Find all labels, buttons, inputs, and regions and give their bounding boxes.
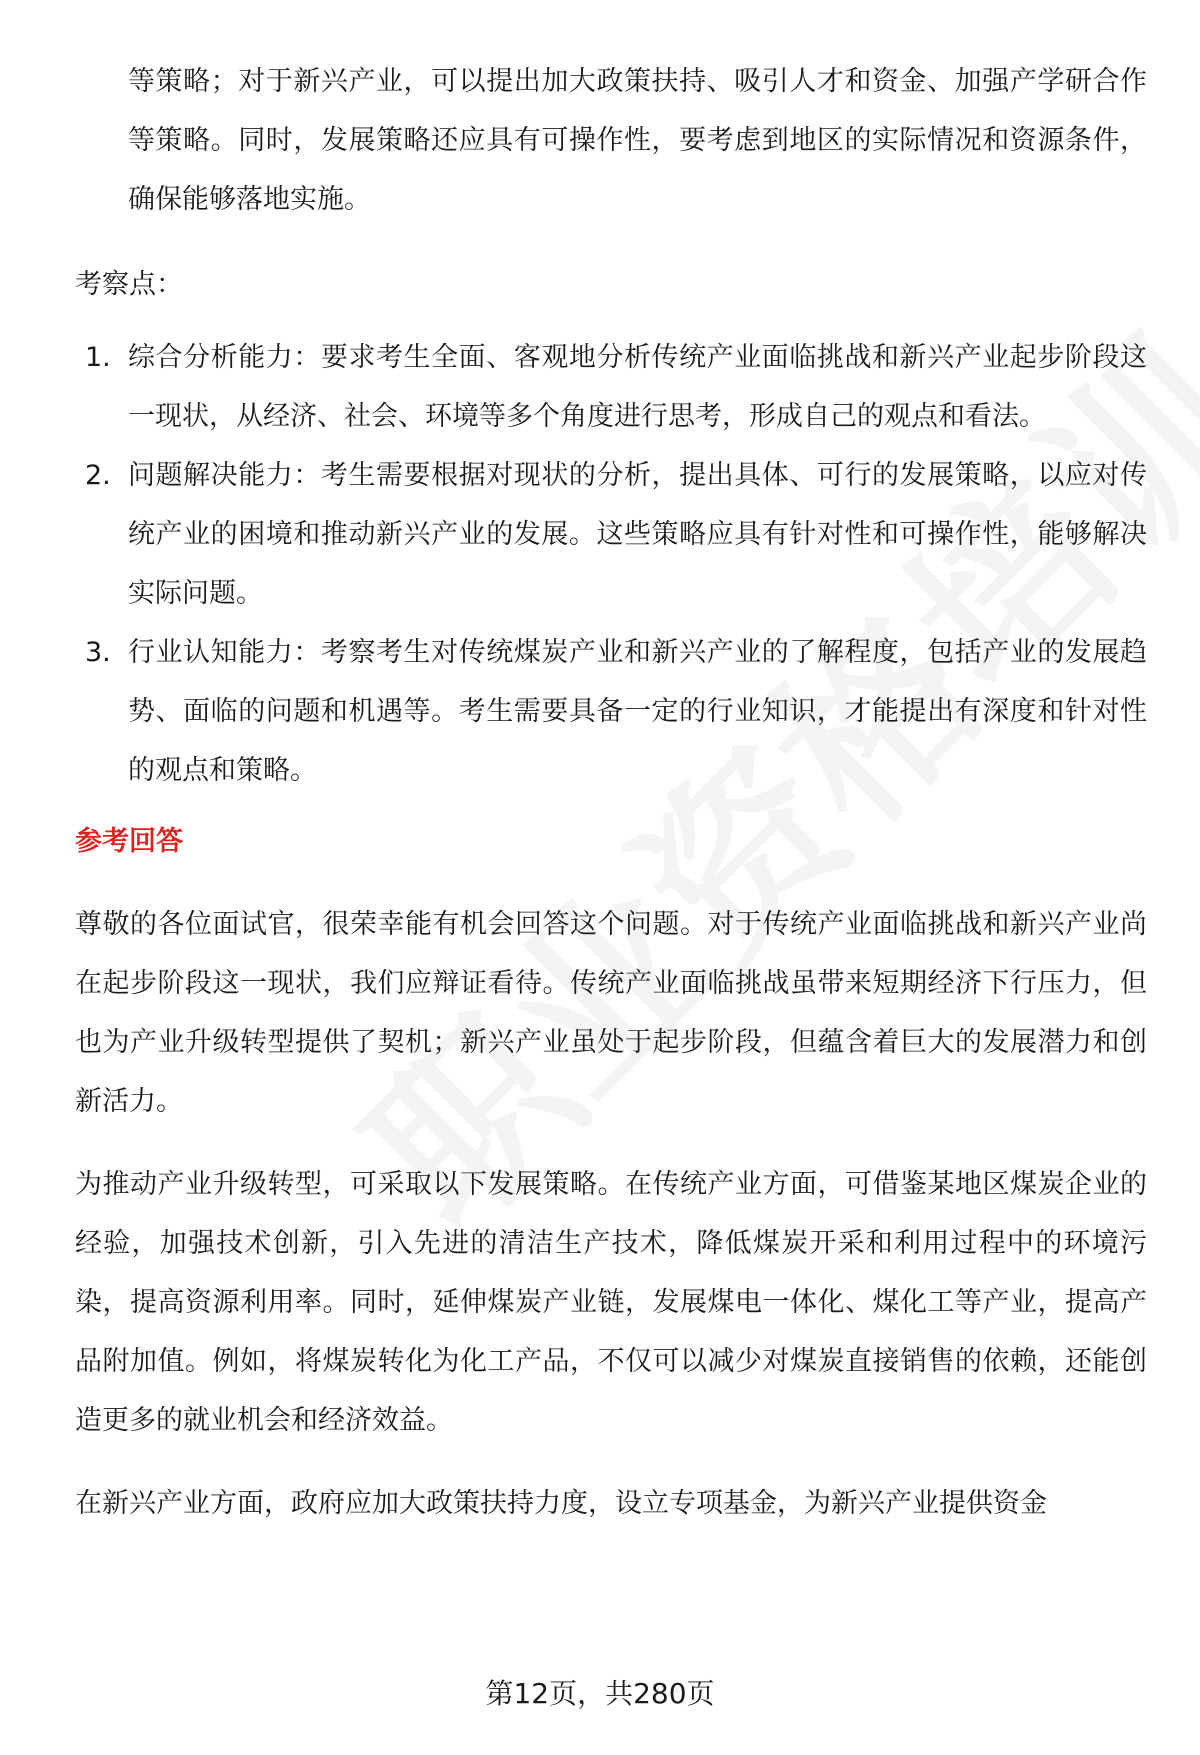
list-item-text: 综合分析能力：要求考生全面、客观地分析传统产业面临挑战和新兴产业起步阶段这一现状，从经济、社会、环境等多个角度进行思考，形成自己的观点和看法。 xyxy=(128,342,1147,432)
list-item-text: 问题解决能力：考生需要根据对现状的分析，提出具体、可行的发展策略，以应对传统产业的困境和推动新兴产业的发展。这些策略应具有针对性和可操作性，能够解决实际问题。 xyxy=(128,460,1147,609)
intro-continuation: 等策略；对于新兴产业，可以提出加大政策扶持、吸引人才和资金、加强产学研合作等策略。同时，发展策略还应具有可操作性，要考虑到地区的实际情况和资源条件，确保能够落地实施。 xyxy=(128,66,1147,215)
document-content xyxy=(75,52,1147,1533)
exam-points-label: 考察点： xyxy=(75,269,183,300)
answer-paragraph-1: 尊敬的各位面试官，很荣幸能有机会回答这个问题。对于传统产业面临挑战和新兴产业尚在起步阶段这一现状，我们应辩证看待。传统产业面临挑战虽带来短期经济下行压力，但也为产业升级转型提供了契机；新兴产业虽处于起步阶段，但蕴含着巨大的发展潜力和创新活力。 xyxy=(75,909,1147,1117)
list-item-number: 1. xyxy=(85,342,111,373)
page-number-footer: 第12页，共280页 xyxy=(485,1677,715,1710)
exam-points-list xyxy=(75,328,1147,800)
answer-paragraph-2: 为推动产业升级转型，可采取以下发展策略。在传统产业方面，可借鉴某地区煤炭企业的经验，加强技术创新，引入先进的清洁生产技术，降低煤炭开采和利用过程中的环境污染，提高资源利用率。同时，延伸煤炭产业链，发展煤电一体化、煤化工等产业，提高产品附加值。例如，将煤炭转化为化工产品，不仅可以减少对煤炭直接销售的依赖，还能创造更多的就业机会和经济效益。 xyxy=(75,1169,1147,1436)
list-item-number: 2. xyxy=(85,460,111,491)
list-item xyxy=(75,623,1147,800)
list-item-text: 行业认知能力：考察考生对传统煤炭产业和新兴产业的了解程度，包括产业的发展趋势、面临的问题和机遇等。考生需要具备一定的行业知识，才能提出有深度和针对性的观点和策略。 xyxy=(128,637,1147,786)
answer-paragraph-3: 在新兴产业方面，政府应加大政策扶持力度，设立专项基金，为新兴产业提供资金 xyxy=(75,1488,1047,1519)
list-item xyxy=(75,328,1147,446)
reference-answer-heading: 参考回答 xyxy=(75,826,183,857)
list-item-number: 3. xyxy=(85,637,111,668)
list-item xyxy=(75,446,1147,623)
